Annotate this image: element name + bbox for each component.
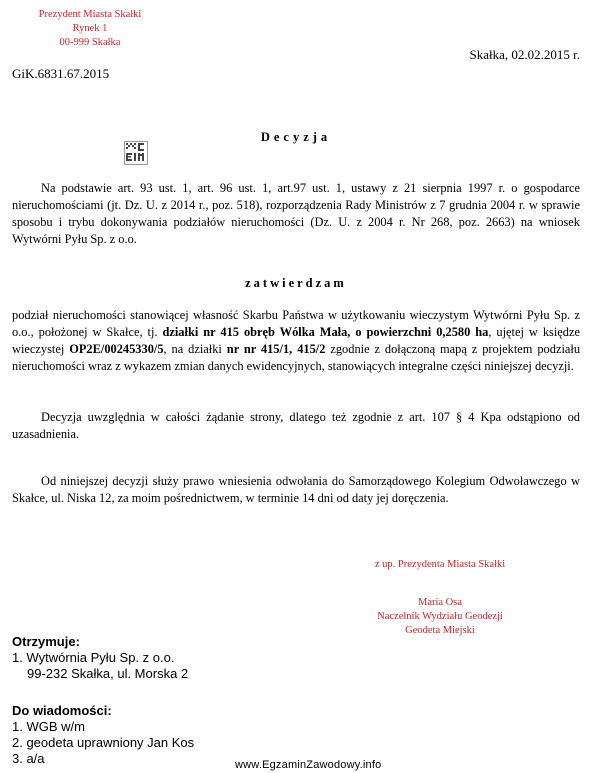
appeal-paragraph: Od niniejszej decyzji służy prawo wniesienia odwołania do Samorządowego Kolegium Odwoławczego w Skałce, ul. Niska 12, za moim pośrednictwem, w terminie 14 dni od daty jej doręczenia. xyxy=(12,474,580,505)
signatory-name: Maria Osa xyxy=(417,597,463,608)
issuer-street: Rynek 1 xyxy=(72,23,108,34)
verdict-heading: zatwierdzam xyxy=(245,276,347,290)
cc-item: 3. a/a xyxy=(12,751,45,766)
place-date: Skałka, 02.02.2015 r. xyxy=(469,47,580,62)
decision-text-1: podział nieruchomości stanowiącej własność Skarbu Państwa w użytkowaniu wieczystym Wytwórni Pyłu Sp. z o.o., położonej w Skałce, tj. xyxy=(12,308,580,339)
on-behalf-line: z up. Prezydenta Miasta Skałki xyxy=(374,559,506,570)
recipient-address: 99-232 Skałka, ul. Morska 2 xyxy=(27,666,189,681)
cc-item: 1. WGB w/m xyxy=(12,719,85,734)
decision-paragraph xyxy=(12,307,580,375)
ez-info-logo-icon xyxy=(124,141,148,165)
cc-section xyxy=(12,703,194,767)
issuer-postal: 00-999 Skałka xyxy=(59,37,121,48)
case-number: GiK.6831.67.2015 xyxy=(12,66,110,81)
decision-text-3: , na działki xyxy=(163,342,227,356)
recipients-heading: Otrzymuje: xyxy=(12,634,80,649)
cc-item: 2. geodeta uprawniony Jan Kos xyxy=(12,735,195,750)
recipients-section xyxy=(12,634,188,682)
watermark-text: www.EgzaminZawodowy.info xyxy=(235,759,382,771)
cc-heading: Do wiadomości: xyxy=(12,703,112,718)
justification-paragraph: Decyzja uwzględnia w całości żądanie strony, dlatego też zgodnie z art. 107 § 4 Kpa odstąpiono od uzasadnienia. xyxy=(12,410,580,441)
land-register-number: OP2E/00245330/5 xyxy=(69,342,164,356)
recipient-line: 1. Wytwórnia Pyłu Sp. z o.o. xyxy=(12,650,175,665)
document-title: Decyzja xyxy=(260,130,332,144)
decision-text-2: , ujętej w księdze wieczystej xyxy=(12,325,580,356)
signatory-position: Naczelnik Wydziału Geodezji xyxy=(377,611,503,622)
signature-block xyxy=(320,596,560,638)
plot-description: działki nr 415 obręb Wólka Mała, o powierzchni 0,2580 ha xyxy=(162,325,489,339)
signatory-role: Geodeta Miejski xyxy=(405,625,475,636)
new-plot-numbers: nr nr 415/1, 415/2 xyxy=(226,342,326,356)
issuer-letterhead xyxy=(20,8,160,50)
issuer-name: Prezydent Miasta Skałki xyxy=(38,9,142,20)
legal-basis-paragraph: Na podstawie art. 93 ust. 1, art. 96 ust. 1, art.97 ust. 1, ustawy z 21 sierpnia 1997 r. o gospodarce nieruchomościami (jt. Dz. U. z 2014 r., poz. 518), rozporządzenia Rady Ministrów z 7 grudnia 2004 r. w sprawie sposobu i trybu dokonywania podziałów nieruchomości (Dz. U. z 2004 r. Nr 268, poz. 2663) na wniosek Wytwórni Pyłu Sp. z o.o. xyxy=(12,181,580,246)
decision-text-4: zgodnie z dołączoną mapą z projektem podziału nieruchomości wraz z wykazem zmian danych ewidencyjnych, stanowiących integralne części niniejszej decyzji. xyxy=(12,342,581,373)
